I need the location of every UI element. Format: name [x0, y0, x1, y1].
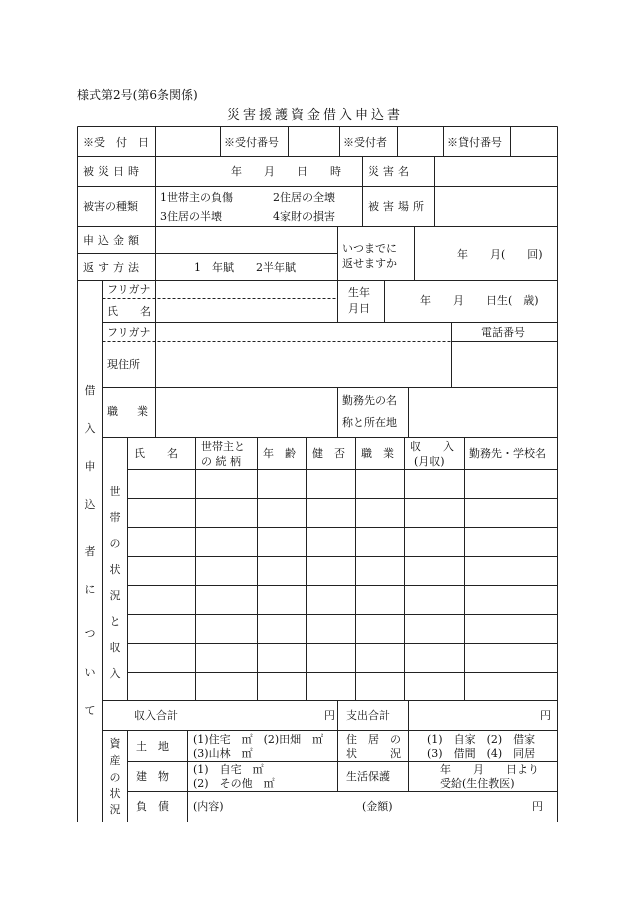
household-section-char: 況 [109, 589, 121, 602]
receiver-label: ※受付者 [343, 136, 387, 149]
birth-label-1: 生年 [348, 286, 370, 299]
applicant-section-char: つ [84, 627, 96, 640]
debt-content-label: (内容) [193, 800, 224, 813]
col-health-header: 健 否 [312, 447, 345, 460]
loan-number-label: ※貸付番号 [447, 136, 502, 149]
welfare-label: 生活保護 [346, 770, 390, 783]
household-section-char: 世 [109, 485, 121, 498]
building-line-2: (2) その他 ㎡ [193, 777, 275, 790]
household-section-char: の [109, 537, 121, 550]
loan-amount-label: 申込金額 [83, 234, 143, 247]
assets-section-char: 状 [109, 787, 121, 800]
building-line-1: (1) 自宅 ㎡ [193, 763, 264, 776]
land-line-1: (1)住宅 ㎡ (2)田畑 ㎡ [193, 733, 324, 746]
residence-line-2: (3) 借間 (4) 同居 [427, 747, 536, 760]
repay-method-label: 返す方法 [83, 261, 143, 274]
applicant-section-char: 借 [84, 384, 96, 397]
residence-label-1: 住 居 の [346, 733, 401, 746]
applicant-section-char: 者 [84, 545, 96, 558]
applicant-section-char: て [84, 704, 96, 717]
furigana-label: フリガナ [107, 283, 151, 296]
household-section-char: 収 [109, 641, 121, 654]
debt-label: 負 債 [136, 800, 169, 813]
debt-unit: 円 [532, 800, 543, 813]
welfare-line-1: 年 月 日より [440, 763, 539, 776]
damage-option-3: 3住居の半壊 [160, 210, 222, 223]
assets-section-char: 況 [109, 803, 121, 816]
expense-total-unit: 円 [540, 709, 551, 722]
form-number: 様式第2号(第6条関係) [77, 88, 198, 102]
received-date-label: ※受 付 日 [83, 136, 149, 149]
repay-until-label-1: いつまでに [342, 242, 397, 255]
assets-section-char: 産 [109, 754, 121, 767]
damage-option-2: 2住居の全壊 [273, 191, 335, 204]
workplace-label-2: 称と所在地 [342, 416, 397, 429]
phone-label: 電話番号 [481, 326, 525, 339]
repay-until-label-2: 返せますか [342, 257, 397, 270]
damage-option-1: 1世帯主の負傷 [160, 191, 233, 204]
residence-line-1: (1) 自家 (2) 借家 [427, 733, 536, 746]
name-label: 氏 名 [107, 305, 151, 318]
occupation-label: 職 業 [107, 405, 152, 418]
address-label: 現住所 [107, 358, 140, 371]
repay-method-value: 1 年賦 2半年賦 [194, 261, 296, 274]
disaster-name-label: 災害名 [368, 165, 413, 178]
birth-value: 年 月 日生( 歳) [420, 294, 539, 307]
applicant-section-char: に [84, 583, 96, 596]
applicant-section-char: 入 [84, 422, 96, 435]
income-total-label: 収入合計 [134, 709, 178, 722]
birth-label-2: 月日 [348, 302, 370, 315]
expense-total-label: 支出合計 [346, 709, 390, 722]
col-income-header-1: 収 入 [410, 440, 454, 453]
applicant-section-char: 込 [84, 498, 96, 511]
applicant-section-char: い [84, 666, 96, 679]
disaster-datetime-value: 年 月 日 時 [231, 165, 341, 178]
household-section-char: 入 [109, 667, 121, 680]
damage-type-label: 被害の種類 [83, 200, 138, 213]
land-label: 土 地 [136, 740, 169, 753]
income-total-unit: 円 [324, 709, 335, 722]
col-occupation-header: 職 業 [361, 447, 394, 460]
household-section-char: と [109, 615, 121, 628]
repay-until-value: 年 月( 回) [457, 248, 543, 261]
debt-amount-label: (金額) [362, 800, 393, 813]
assets-section-char: の [109, 771, 121, 784]
household-section-char: 状 [109, 563, 121, 576]
col-relation-header-2: の 続 柄 [201, 455, 241, 468]
welfare-line-2: 受給(生住教医) [440, 777, 515, 790]
residence-label-2: 状 況 [346, 747, 401, 760]
assets-section-char: 資 [109, 737, 121, 750]
damage-option-4: 4家財の損害 [273, 210, 335, 223]
col-relation-header-1: 世帯主と [201, 440, 245, 453]
col-age-header: 年 齢 [263, 447, 296, 460]
col-name-header: 氏 名 [134, 447, 178, 460]
household-section-char: 帯 [109, 511, 121, 524]
col-income-header-2: (月収) [414, 455, 445, 468]
applicant-section-char: 申 [84, 460, 96, 473]
disaster-datetime-label: 被災日時 [83, 165, 143, 178]
building-label: 建 物 [136, 770, 169, 783]
form-title: 災害援護資金借入申込書 [226, 108, 403, 123]
col-workplace-header: 勤務先・学校名 [469, 447, 546, 460]
furigana-label-2: フリガナ [107, 326, 151, 339]
land-line-2: (3)山林 ㎡ [193, 747, 253, 760]
damage-place-label: 被害場所 [368, 200, 428, 213]
receipt-number-label: ※受付番号 [224, 136, 279, 149]
workplace-label-1: 勤務先の名 [342, 394, 397, 407]
